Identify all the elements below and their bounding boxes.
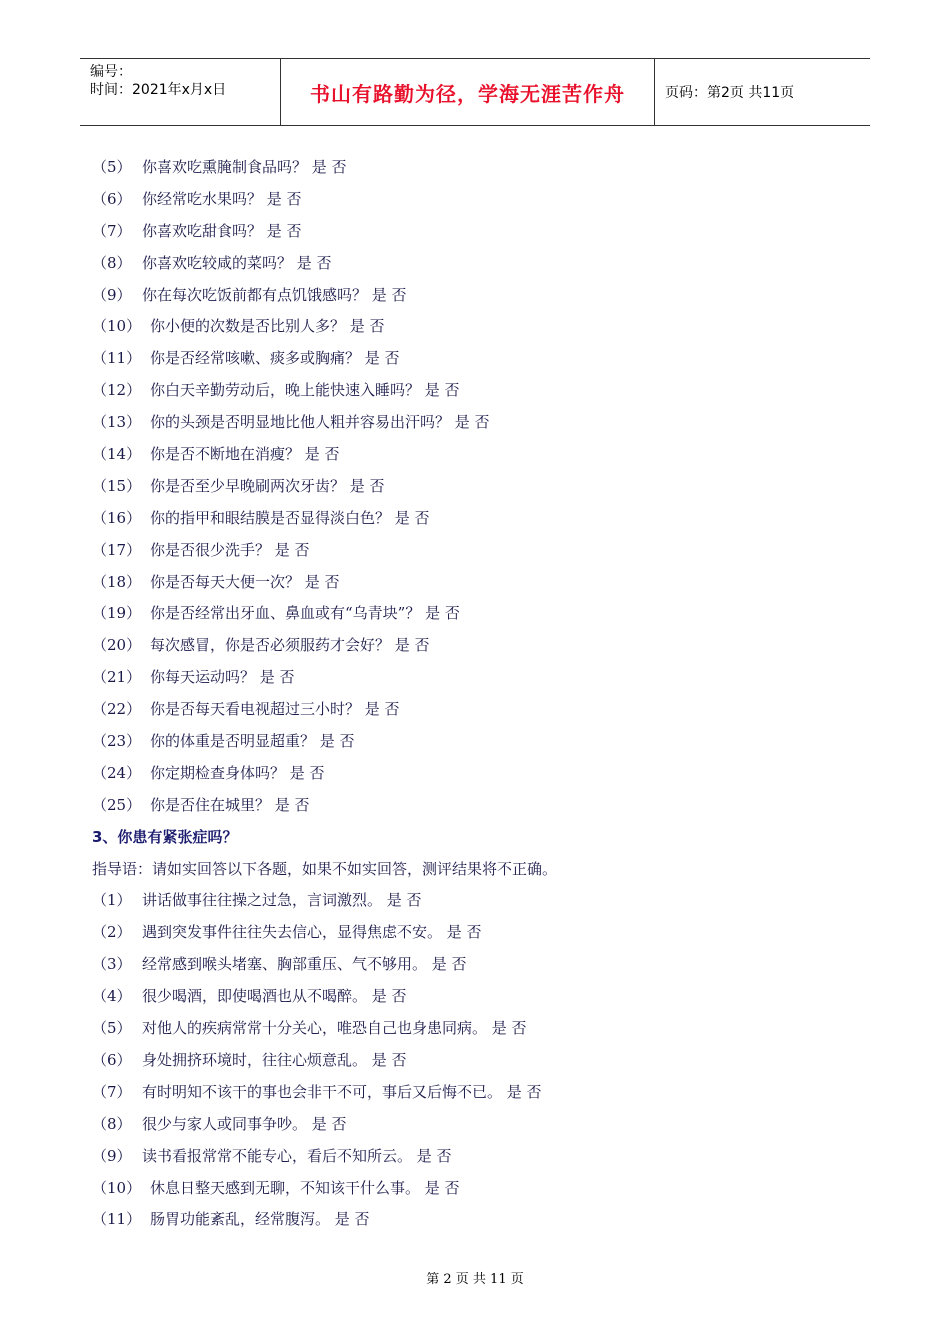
question-number: （12） — [92, 381, 142, 400]
question-item — [92, 981, 872, 1013]
question-item — [92, 535, 872, 567]
question-number: （5） — [92, 1019, 132, 1038]
question-number: （17） — [92, 540, 142, 559]
question-number: （20） — [92, 636, 142, 655]
question-item — [92, 1045, 872, 1077]
question-item — [92, 280, 872, 312]
question-text: 你定期检查身体吗？ 是 否 — [150, 763, 325, 782]
section3-question-list — [92, 885, 872, 1236]
question-item — [92, 1013, 872, 1045]
question-text: 有时明知不该干的事也会非干不可，事后又后悔不已。 是 否 — [142, 1082, 542, 1101]
page-header — [80, 58, 870, 126]
question-text: 你是否不断地在消瘦？ 是 否 — [150, 445, 340, 464]
document-date: 时间：2021年x月x日 — [90, 82, 227, 98]
question-number: （4） — [92, 987, 132, 1006]
question-text: 很少与家人或同事争吵。 是 否 — [142, 1114, 347, 1133]
document-body — [92, 152, 872, 1236]
question-item — [92, 949, 872, 981]
question-text: 你经常吃水果吗？ 是 否 — [142, 189, 302, 208]
question-item — [92, 439, 872, 471]
question-number: （10） — [92, 317, 142, 336]
question-number: （6） — [92, 189, 132, 208]
question-text: 身处拥挤环境时，往往心烦意乱。 是 否 — [142, 1050, 407, 1069]
question-text: 你是否每天看电视超过三小时？ 是 否 — [150, 700, 400, 719]
question-text: 你每天运动吗？ 是 否 — [150, 668, 295, 687]
header-page-code: 页码：第2页 共11页 — [665, 85, 795, 101]
question-item — [92, 343, 872, 375]
question-text: 很少喝酒，即使喝酒也从不喝醉。 是 否 — [142, 987, 407, 1006]
question-text: 你喜欢吃熏腌制食品吗？ 是 否 — [142, 158, 347, 176]
question-item — [92, 471, 872, 503]
question-text: 你白天辛勤劳动后，晚上能快速入睡吗？ 是 否 — [150, 381, 460, 400]
question-number: （23） — [92, 732, 142, 751]
question-text: 你的体重是否明显超重？ 是 否 — [150, 732, 355, 751]
question-number: （2） — [92, 923, 132, 942]
section3-title: 3、你患有紧张症吗？ — [92, 827, 238, 846]
question-item — [92, 407, 872, 439]
question-text: 你是否至少早晚刷两次牙齿？ 是 否 — [150, 476, 385, 495]
question-number: （18） — [92, 572, 142, 591]
question-number: （16） — [92, 508, 142, 527]
question-item — [92, 758, 872, 790]
question-item — [92, 248, 872, 280]
question-item — [92, 184, 872, 216]
section3-guide: 指导语：请如实回答以下各题，如果不如实回答，测评结果将不正确。 — [92, 859, 558, 878]
question-item — [92, 790, 872, 822]
question-text: 经常感到喉头堵塞、胸部重压、气不够用。 是 否 — [142, 955, 467, 974]
question-text: 肠胃功能紊乱，经常腹泻。 是 否 — [150, 1210, 370, 1229]
question-number: （1） — [92, 891, 132, 910]
question-text: 讲话做事往往操之过急，言词激烈。 是 否 — [142, 891, 422, 910]
question-number: （7） — [92, 221, 132, 240]
question-text: 你喜欢吃较咸的菜吗？ 是 否 — [142, 253, 332, 272]
question-item — [92, 694, 872, 726]
question-number: （7） — [92, 1082, 132, 1101]
question-text: 读书看报常常不能专心，看后不知所云。 是 否 — [142, 1146, 452, 1165]
question-text: 你是否每天大便一次？ 是 否 — [150, 572, 340, 591]
question-item — [92, 503, 872, 535]
question-number: （19） — [92, 604, 142, 623]
page-footer: 第 2 页 共 11 页 — [426, 1272, 524, 1287]
question-number: （15） — [92, 476, 142, 495]
question-text: 你是否住在城里？ 是 否 — [150, 795, 310, 814]
document-number-label: 编号： — [90, 64, 132, 80]
question-number: （11） — [92, 349, 142, 368]
question-item — [92, 1173, 872, 1205]
question-text: 每次感冒，你是否必须服药才会好？ 是 否 — [150, 636, 430, 655]
question-number: （11） — [92, 1210, 142, 1229]
question-number: （24） — [92, 763, 142, 782]
question-text: 休息日整天感到无聊，不知该干什么事。 是 否 — [150, 1178, 460, 1197]
question-number: （9） — [92, 285, 132, 304]
header-meta — [80, 59, 281, 125]
question-text: 你的头颈是否明显地比他人粗并容易出汗吗？ 是 否 — [150, 413, 490, 432]
question-text: 你的指甲和眼结膜是否显得淡白色？ 是 否 — [150, 508, 430, 527]
question-number: （5） — [92, 158, 132, 176]
question-item — [92, 216, 872, 248]
question-text: 遇到突发事件往往失去信心，显得焦虑不安。 是 否 — [142, 923, 482, 942]
question-text: 你喜欢吃甜食吗？ 是 否 — [142, 221, 302, 240]
question-item — [92, 311, 872, 343]
question-number: （8） — [92, 253, 132, 272]
question-item — [92, 1141, 872, 1173]
question-number: （22） — [92, 700, 142, 719]
section2-question-list — [92, 152, 872, 822]
question-number: （10） — [92, 1178, 142, 1197]
question-number: （14） — [92, 445, 142, 464]
question-text: 你是否经常出牙血、鼻血或有“乌青块”？ 是 否 — [150, 604, 460, 623]
question-item — [92, 567, 872, 599]
question-text: 对他人的疾病常常十分关心，唯恐自己也身患同病。 是 否 — [142, 1019, 527, 1038]
question-text: 你小便的次数是否比别人多？ 是 否 — [150, 317, 385, 336]
question-number: （6） — [92, 1050, 132, 1069]
question-item — [92, 726, 872, 758]
question-number: （8） — [92, 1114, 132, 1133]
question-item — [92, 885, 872, 917]
question-number: （25） — [92, 795, 142, 814]
question-item — [92, 598, 872, 630]
question-item — [92, 1109, 872, 1141]
question-number: （9） — [92, 1146, 132, 1165]
question-text: 你是否经常咳嗽、痰多或胸痛？ 是 否 — [150, 349, 400, 368]
question-item — [92, 662, 872, 694]
question-text: 你在每次吃饭前都有点饥饿感吗？ 是 否 — [142, 285, 407, 304]
question-number: （13） — [92, 413, 142, 432]
question-item — [92, 917, 872, 949]
question-item — [92, 152, 872, 184]
question-item — [92, 375, 872, 407]
question-item — [92, 1204, 872, 1236]
question-number: （3） — [92, 955, 132, 974]
question-item — [92, 1077, 872, 1109]
header-motto: 书山有路勤为径，学海无涯苦作舟 — [281, 59, 655, 125]
question-item — [92, 630, 872, 662]
question-number: （21） — [92, 668, 142, 687]
question-text: 你是否很少洗手？ 是 否 — [150, 540, 310, 559]
